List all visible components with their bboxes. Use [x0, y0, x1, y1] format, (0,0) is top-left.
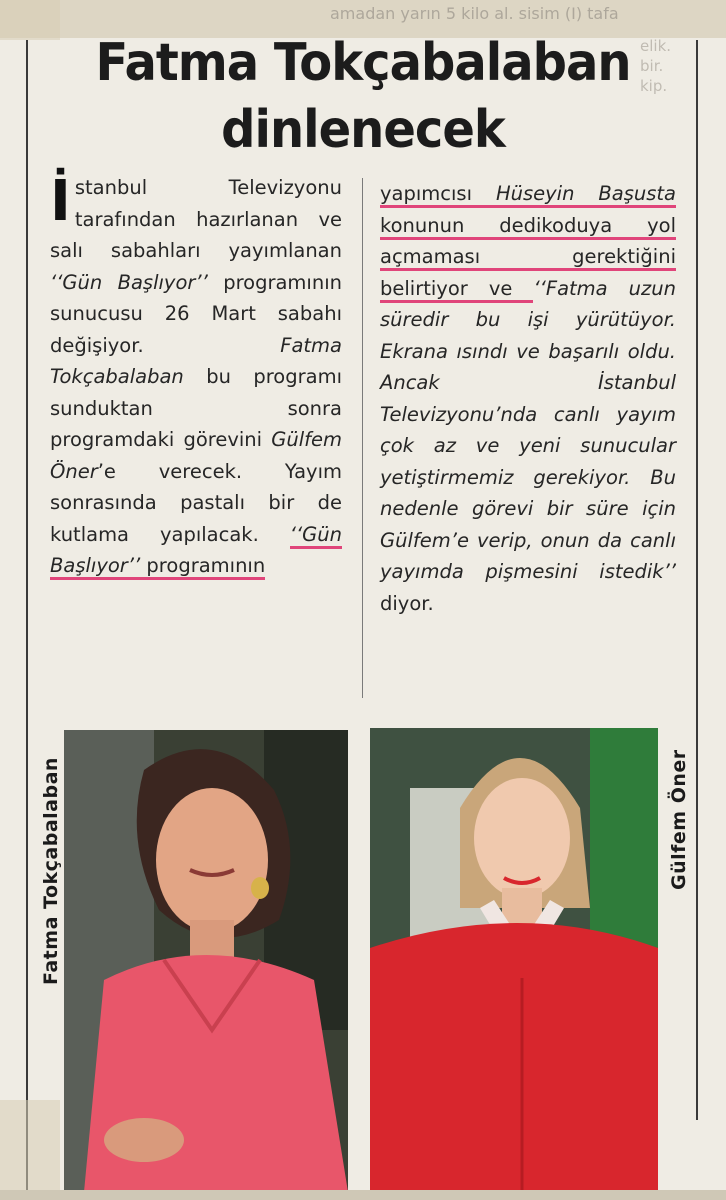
- photo-fatma-tokcabalaban: [64, 730, 348, 1192]
- left-border-rule: [26, 40, 28, 1190]
- program-title-highlighted: ‘‘Gün Başlıyor’’: [50, 523, 342, 581]
- drop-cap: İ: [50, 169, 71, 234]
- portrait-illustration: [64, 730, 348, 1192]
- portrait-illustration: [370, 728, 658, 1192]
- tape-bottom-left: [0, 1100, 60, 1200]
- bleed-through-text: amadan yarın 5 kilo al. sisim (I) tafa: [330, 4, 619, 23]
- producer-name: Hüseyin Başusta: [496, 182, 676, 208]
- clip-bottom-edge: [0, 1190, 726, 1200]
- photo-gulfem-oner: [370, 728, 658, 1192]
- article-text-highlighted: yapımcısı: [380, 182, 496, 208]
- headline: [40, 29, 686, 163]
- headline-line-2: dinlenecek: [221, 99, 505, 160]
- article-text: ’e verecek. Yayım sonrasında pastalı bir de kutlama yapılacak.: [50, 459, 342, 546]
- producer-quote: ‘‘Fatma uzun süredir bu işi yürütüyor. Ekrana ısındı ve başarılı oldu. Ancak İstanbul Televizyonu’nda canlı yayım çok az ve yeni sunucular yetiştirmemiz gerekiyor. Bu nedenle görevi bir süre için Gülfem’e verip, onun da canlı yayımda pişmesini istedik’’: [380, 276, 676, 583]
- article-text: bu programı sunduktan sonra programdaki görevini: [50, 365, 342, 451]
- new-presenter-name: Gülfem Öner: [50, 428, 342, 483]
- headline-line-1: Fatma Tokçabalaban: [95, 32, 631, 93]
- article-text-highlighted: konunun dedikoduya yol açmaması gerektiğini belirtiyor ve: [380, 214, 676, 303]
- article-text: programının sunucusu 26 Mart sabahı değişiyor.: [50, 270, 342, 357]
- column-divider: [362, 178, 363, 698]
- article-text: diyor.: [380, 591, 434, 615]
- right-border-rule: [696, 40, 698, 1120]
- program-title: ‘‘Gün Başlıyor’’: [50, 270, 208, 294]
- photo-caption-right: Gülfem Öner: [668, 749, 690, 890]
- article-column-left: [50, 169, 342, 582]
- photo-caption-left: Fatma Tokçabalaban: [40, 757, 62, 985]
- article-column-right: [380, 178, 676, 619]
- presenter-name: Fatma Tokçabalaban: [50, 333, 342, 388]
- article-text: stanbul Televizyonu tarafından hazırlanan ve salı sabahları yayımlanan: [50, 176, 342, 262]
- article-text-highlighted: programının: [140, 554, 265, 580]
- bleed-through-right: elik. bir. kip.: [640, 37, 672, 95]
